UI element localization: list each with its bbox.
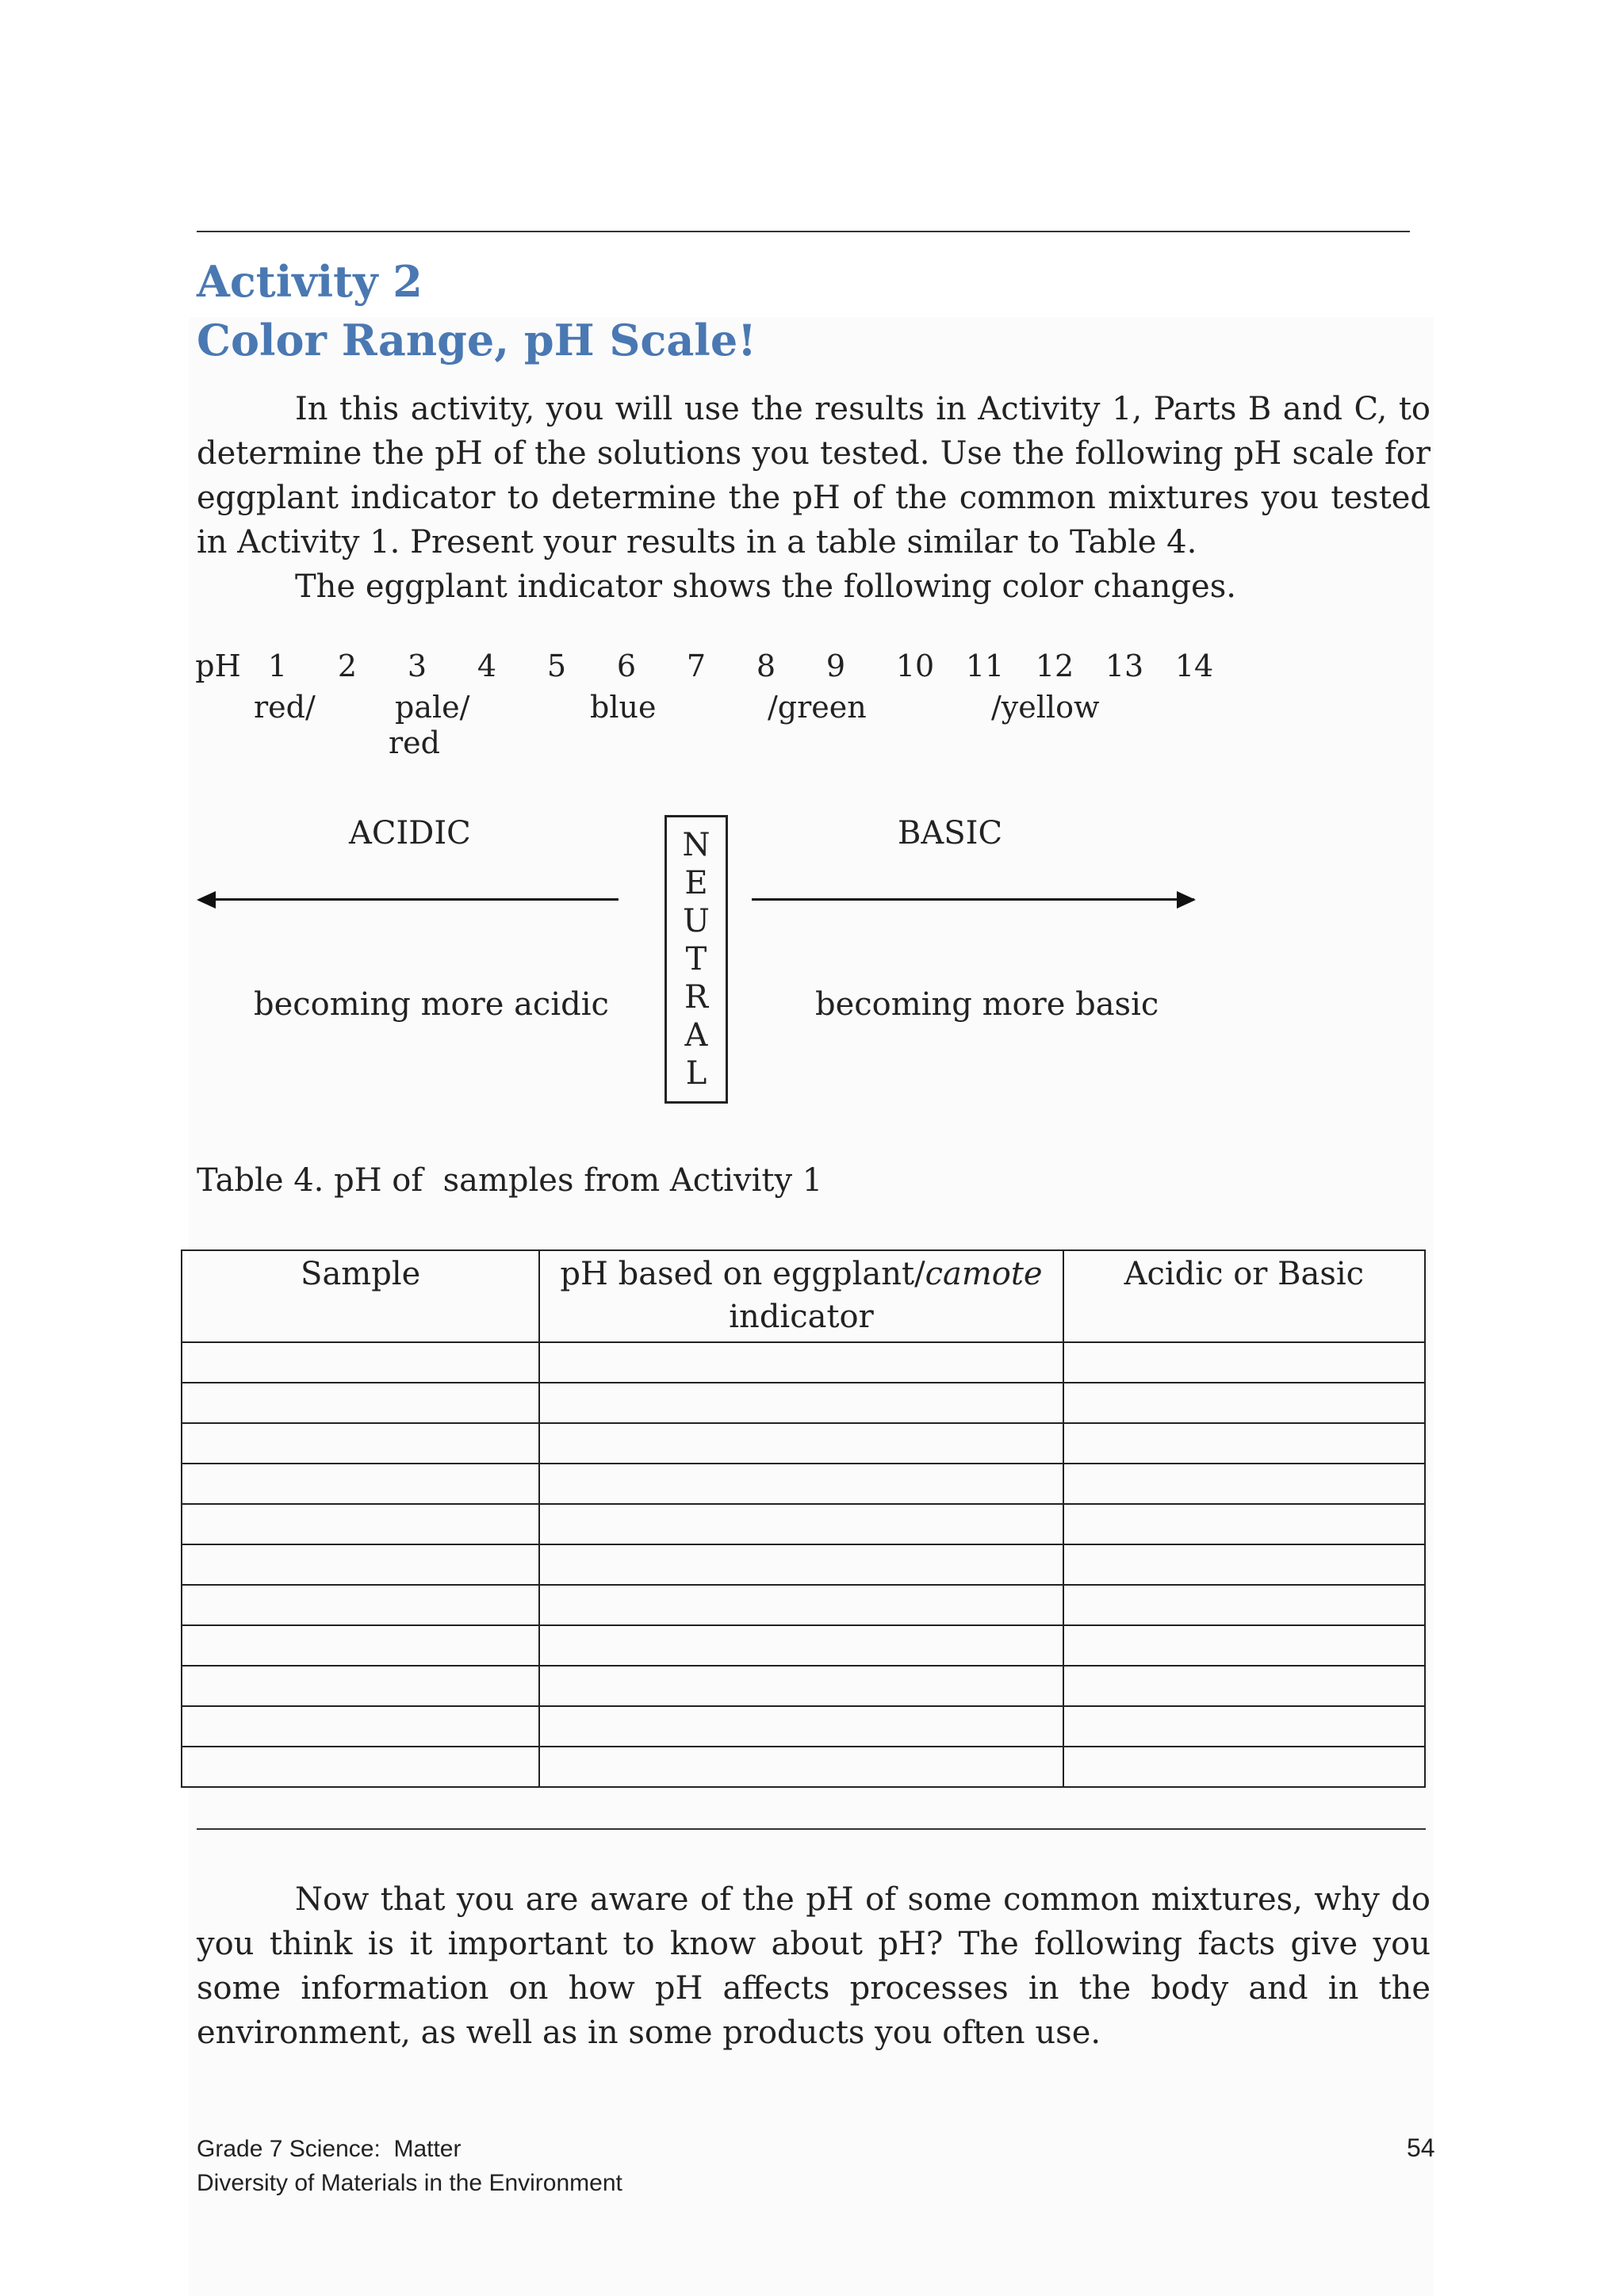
- table-cell: [182, 1625, 539, 1666]
- table-row: [182, 1342, 1425, 1383]
- table-row: [182, 1747, 1425, 1787]
- header-sample: Sample: [182, 1250, 539, 1342]
- footer-course: Grade 7 Science: Matter: [197, 2136, 462, 2162]
- ph-number: 5: [546, 649, 567, 683]
- ph-number: 6: [616, 649, 637, 683]
- closing-paragraph: Now that you are aware of the pH of some common mixtures, why do you think is it important to know about pH? The following facts give you some information on how pH affects processes in the body and in the environment, as well as in some products you often use.: [197, 1881, 1431, 2051]
- table-cell: [539, 1706, 1063, 1747]
- color-label-pale-red: red: [389, 725, 440, 760]
- table-cell: [1063, 1625, 1425, 1666]
- table-cell: [182, 1585, 539, 1625]
- basic-arrow-line: [752, 898, 1194, 901]
- table-header-row: [182, 1250, 1425, 1342]
- table-cell: [539, 1625, 1063, 1666]
- table-cell: [1063, 1747, 1425, 1787]
- header-ph: [539, 1250, 1063, 1342]
- color-label-red: red/: [254, 690, 316, 725]
- ph-number: 8: [756, 649, 776, 683]
- table-cell: [1063, 1585, 1425, 1625]
- table-cell: [1063, 1383, 1425, 1423]
- table-row: [182, 1544, 1425, 1585]
- table-row: [182, 1625, 1425, 1666]
- ph-number: 10: [895, 649, 935, 683]
- activity-title: Color Range, pH Scale!: [197, 315, 756, 365]
- color-label-blue: blue: [590, 690, 657, 725]
- ph-number: 11: [965, 649, 1005, 683]
- table-caption: Table 4. pH of samples from Activity 1: [197, 1162, 823, 1199]
- table-cell: [539, 1383, 1063, 1423]
- table-cell: [1063, 1544, 1425, 1585]
- table-cell: [182, 1544, 539, 1585]
- table-body: [182, 1342, 1425, 1787]
- neutral-letter: A: [684, 1017, 708, 1054]
- table-cell: [182, 1464, 539, 1504]
- table-cell: [539, 1747, 1063, 1787]
- header-ph-italic: camote: [925, 1256, 1043, 1292]
- table-cell: [1063, 1706, 1425, 1747]
- acidic-arrow-line: [213, 898, 619, 901]
- table-cell: [539, 1423, 1063, 1464]
- table-cell: [1063, 1666, 1425, 1706]
- ph-number: 7: [686, 649, 707, 683]
- table-cell: [182, 1504, 539, 1544]
- table-cell: [182, 1342, 539, 1383]
- table-cell: [539, 1464, 1063, 1504]
- color-label-pale: pale/: [395, 690, 470, 725]
- table-row: [182, 1666, 1425, 1706]
- neutral-letter: R: [684, 979, 709, 1016]
- ph-number: 3: [407, 649, 427, 683]
- table-cell: [539, 1342, 1063, 1383]
- table-cell: [539, 1585, 1063, 1625]
- color-label-yellow: /yellow: [991, 690, 1100, 725]
- neutral-box: [665, 815, 728, 1104]
- header-ph-prefix: pH based on eggplant/: [560, 1256, 925, 1292]
- table-cell: [1063, 1342, 1425, 1383]
- intro-paragraph-2: The eggplant indicator shows the following color changes.: [295, 568, 1236, 605]
- activity-number: Activity 2: [197, 256, 423, 307]
- page-number: 54: [1407, 2133, 1435, 2162]
- color-label-green: /green: [768, 690, 867, 725]
- bottom-divider: [197, 1828, 1426, 1830]
- table-cell: [182, 1747, 539, 1787]
- table-cell: [182, 1383, 539, 1423]
- table-cell: [182, 1706, 539, 1747]
- footer-unit: Diversity of Materials in the Environment: [197, 2170, 622, 2196]
- ph-number: 4: [477, 649, 497, 683]
- table-cell: [1063, 1504, 1425, 1544]
- table-cell: [182, 1666, 539, 1706]
- ph-number: 9: [825, 649, 846, 683]
- table-cell: [539, 1666, 1063, 1706]
- table-cell: [539, 1544, 1063, 1585]
- table-row: [182, 1706, 1425, 1747]
- basic-direction-label: becoming more basic: [815, 986, 1159, 1023]
- table-cell: [539, 1504, 1063, 1544]
- right-arrow-icon: [1177, 891, 1196, 909]
- intro-text: [197, 387, 1431, 609]
- acidic-direction-label: becoming more acidic: [254, 986, 609, 1023]
- ph-number: 14: [1174, 649, 1214, 683]
- table-row: [182, 1423, 1425, 1464]
- neutral-letter: U: [683, 903, 710, 939]
- acidic-label: ACIDIC: [349, 815, 471, 851]
- ph-scale-label: pH: [195, 649, 241, 683]
- header-acidic-or-basic: Acidic or Basic: [1063, 1250, 1425, 1342]
- ph-number: 2: [337, 649, 358, 683]
- top-divider: [197, 231, 1410, 232]
- ph-number: 1: [267, 649, 288, 683]
- intro-paragraph-1: In this activity, you will use the results in Activity 1, Parts B and C, to determine the pH of the solutions you tested. Use the following pH scale for eggplant indicator to determine the pH of the common mixtures you tested in Activity 1. Present your results in a table similar to Table 4.: [197, 391, 1431, 561]
- ph-number: 12: [1035, 649, 1074, 683]
- table-cell: [1063, 1464, 1425, 1504]
- table-cell: [1063, 1423, 1425, 1464]
- table-row: [182, 1464, 1425, 1504]
- table-cell: [182, 1423, 539, 1464]
- neutral-letter: L: [685, 1055, 707, 1092]
- neutral-letter: T: [685, 941, 707, 978]
- table-row: [182, 1585, 1425, 1625]
- neutral-letter: N: [682, 827, 710, 863]
- table-row: [182, 1504, 1425, 1544]
- basic-label: BASIC: [898, 815, 1003, 851]
- closing-text: [197, 1877, 1431, 2055]
- neutral-letter: E: [684, 865, 708, 901]
- ph-number: 13: [1105, 649, 1144, 683]
- table-row: [182, 1383, 1425, 1423]
- results-table: [181, 1249, 1426, 1788]
- header-ph-suffix: indicator: [729, 1299, 874, 1335]
